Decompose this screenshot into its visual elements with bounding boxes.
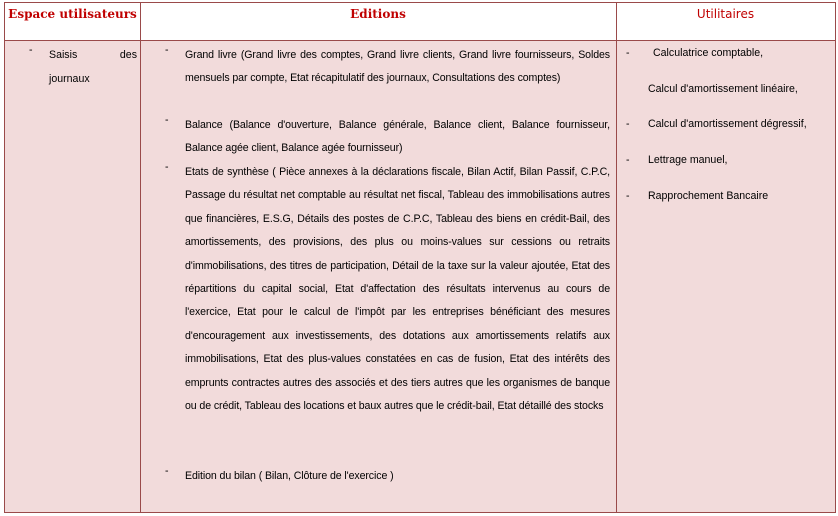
bullet-dash: - bbox=[165, 114, 169, 126]
item-text: Calcul d'amortissement linéaire, bbox=[648, 83, 798, 95]
bullet-dash: - bbox=[29, 44, 33, 56]
cell-espace-utilisateurs bbox=[5, 41, 140, 512]
bullet-dash: - bbox=[626, 47, 630, 59]
bullet-dash: - bbox=[626, 118, 630, 130]
item-text: Etats de synthèse ( Pièce annexes à la déclarations fiscale, Bilan Actif, Bilan Passif, C.P.C, Passage du résultat net comptable au résultat net fiscal, Tableau des immobilisations autres que financières, E.S.G, Détails des postes de C.P.C, Tableau des biens en crédit-Bail, des amortissements, des provisions, des plus ou moins-values sur cessions ou retraits d'immobilisations, des titres de participation, Détail de la taxe sur la valeur ajoutée, Etat des répartitions du capital social, Etat d'affectation des résultats intervenus au cours de l'exercice, Etat pour le calcul de l'impôt par les entreprises bénéficiant des mesures d'encouragement aux investissements, des dotations aux amortissements relatifs aux immobilisations, Etat des plus-values constatées en cas de fusion, Etat des intérêts des emprunts contractes autres des associés et des tiers autres que les organismes de banque ou de crédit, Tableau des locations et baux autres que le crédit-bail, Etat détaillé des stocks bbox=[185, 166, 610, 413]
features-table bbox=[4, 2, 836, 513]
header-utilitaires: Utilitaires bbox=[696, 7, 755, 21]
bullet-dash: - bbox=[165, 161, 169, 173]
header-editions: Editions bbox=[350, 7, 406, 21]
item-text: Calcul d'amortissement dégressif, bbox=[648, 118, 807, 130]
item-text: Balance (Balance d'ouverture, Balance générale, Balance client, Balance fournisseur, Balance agée client, Balance agée fournisseur) bbox=[185, 119, 610, 155]
item-text: Edition du bilan ( Bilan, Clôture de l'exercice ) bbox=[185, 470, 394, 482]
bullet-dash: - bbox=[165, 465, 169, 477]
item-text: Rapprochement Bancaire bbox=[648, 190, 769, 202]
bullet-dash: - bbox=[626, 190, 630, 202]
header-espace-utilisateurs: Espace utilisateurs bbox=[8, 7, 137, 21]
item-text: Calculatrice comptable, bbox=[653, 47, 764, 59]
cell-utilitaires bbox=[617, 41, 835, 512]
item-text: Lettrage manuel, bbox=[648, 154, 728, 166]
bullet-dash: - bbox=[165, 44, 169, 56]
item-text: Grand livre (Grand livre des comptes, Grand livre clients, Grand livre fournisseurs, Soldes mensuels par compte, Etat récapitulatif des journaux, Consultations des comptes) bbox=[185, 49, 610, 85]
bullet-dash: - bbox=[626, 154, 630, 166]
cell-editions bbox=[141, 41, 616, 512]
list-item-saisis-journaux: Saisis des journaux bbox=[49, 49, 137, 85]
